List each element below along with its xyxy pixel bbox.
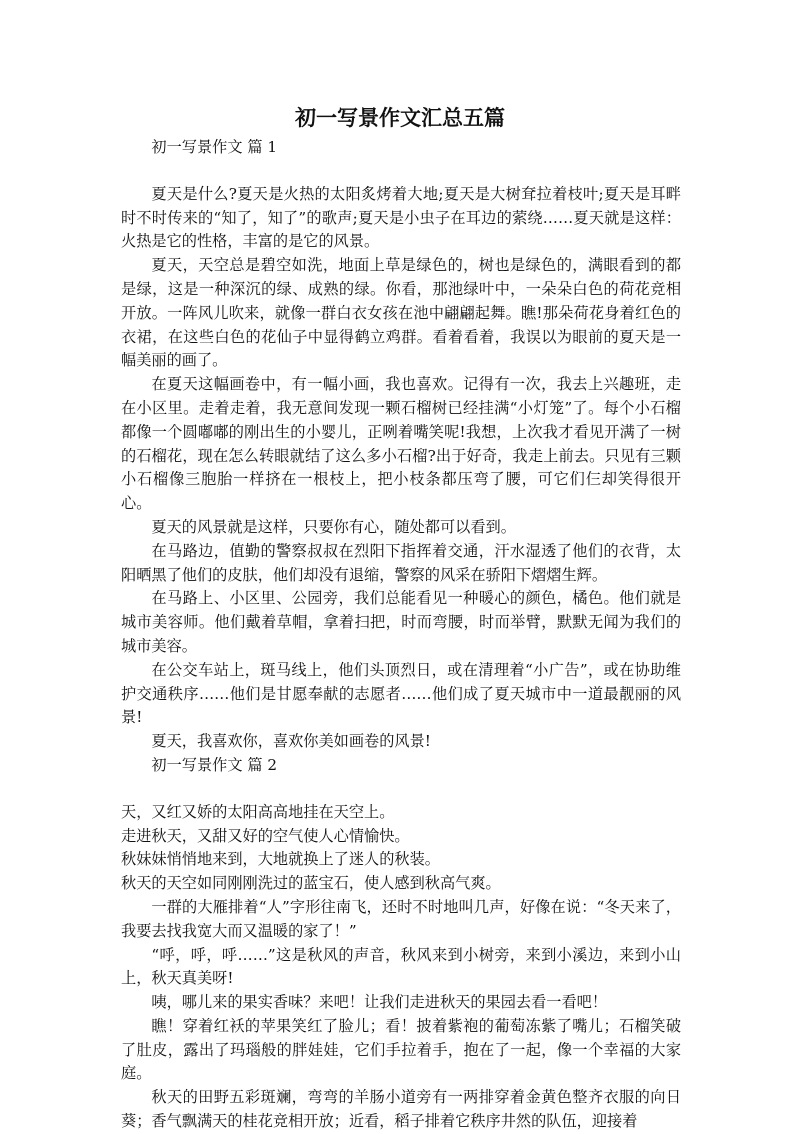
paragraph: 在夏天这幅画卷中，有一幅小画，我也喜欢。记得有一次，我去上兴趣班，走在小区里。走着走着，我无意间发现一颗石榴树已经挂满“小灯笼”了。每个小石榴都像一个圆嘟嘟的刚出生的小婴儿，正咧着嘴笑呢!我想，上次我才看见开满了一树的石榴花，现在怎么转眼就结了这么多小石榴?出于好奇，我走上前去。只见有三颗小石榴像三胞胎一样挤在一根枝上，把小枝条都压弯了腰，可它们仨却笑得很开心。: [121, 375, 681, 513]
paragraph: 夏天，天空总是碧空如洗，地面上草是绿色的，树也是绿色的，满眼看到的都是绿，这是一种深沉的绿、成熟的绿。你看，那池绿叶中，一朵朵白色的荷花竞相开放。一阵风儿吹来，就像一群白衣女孩在池中翩翩起舞。瞧!那朵荷花身着红色的衣裙，在这些白色的花仙子中显得鹤立鸡群。看着看着，我误以为眼前的夏天是一幅美丽的画了。: [121, 256, 681, 370]
document-body: [121, 136, 681, 1134]
paragraph: 走进秋天，又甜又好的空气使人心情愉快。: [121, 826, 410, 845]
paragraph: “呼，呼，呼……”这是秋风的声音，秋风来到小树旁，来到小溪边，来到小山上，秋天真美呀!: [121, 945, 681, 988]
paragraph: 夏天，我喜欢你，喜欢你美如画卷的风景!: [151, 732, 431, 751]
paragraph: 天，又红又娇的太阳高高地挂在天空上。: [121, 802, 395, 821]
document-title: 初一写景作文汇总五篇: [295, 105, 505, 130]
paragraph: 夏天的风景就是这样，只要你有心，随处都可以看到。: [151, 517, 516, 536]
paragraph: 在马路上、小区里、公园旁，我们总能看见一种暖心的颜色，橘色。他们就是城市美容师。他们戴着草帽，拿着扫把，时而弯腰，时而举臂，默默无闻为我们的城市美容。: [121, 589, 681, 655]
paragraph: 秋妹妹悄悄地来到，大地就换上了迷人的秋装。: [121, 850, 440, 869]
paragraph: 咦，哪儿来的果实香味？来吧！让我们走进秋天的果园去看一看吧！: [151, 993, 608, 1012]
paragraph: 秋天的田野五彩斑斓，弯弯的羊肠小道旁有一两排穿着金黄色整齐衣服的向日葵；香气飘满天的桂花竞相开放；近看，稻子排着它秩序井然的队伍，迎接着: [121, 1088, 681, 1131]
blank-line: [121, 160, 681, 183]
paragraph: 夏天是什么?夏天是火热的太阳炙烤着大地;夏天是大树耷拉着枝叶;夏天是耳畔时不时传来的“知了，知了”的歌声;夏天是小虫子在耳边的萦绕……夏天就是这样：火热是它的性格，丰富的是它的风景。: [121, 184, 681, 251]
section-heading-2: 初一写景作文 篇 2: [151, 755, 278, 774]
paragraph: 在公交车站上，斑马线上，他们头顶烈日，或在清理着“小广告”，或在协助维护交通秩序……他们是甘愿奉献的志愿者……他们成了夏天城市中一道最靓丽的风景!: [121, 660, 681, 727]
paragraph: 秋天的天空如同刚刚洗过的蓝宝石，使人感到秋高气爽。: [121, 874, 501, 893]
paragraph: 瞧！穿着红袄的苹果笑红了脸儿；看！披着紫袍的葡萄冻紫了嘴儿；石榴笑破了肚皮，露出了玛瑙般的胖娃娃，它们手拉着手，抱在了一起，像一个幸福的大家庭。: [121, 1016, 681, 1083]
section-heading-1: 初一写景作文 篇 1: [151, 138, 278, 156]
paragraph: 在马路边，值勤的警察叔叔在烈阳下指挥着交通，汗水湿透了他们的衣背，太阳晒黑了他们的皮肤，他们却没有退缩，警察的风采在骄阳下熠熠生辉。: [121, 541, 681, 584]
blank-line: [121, 778, 681, 801]
paragraph: 一群的大雁排着“人”字形往南飞，还时不时地叫几声，好像在说：“冬天来了，我要去找我宽大而又温暖的家了！”: [121, 897, 681, 940]
